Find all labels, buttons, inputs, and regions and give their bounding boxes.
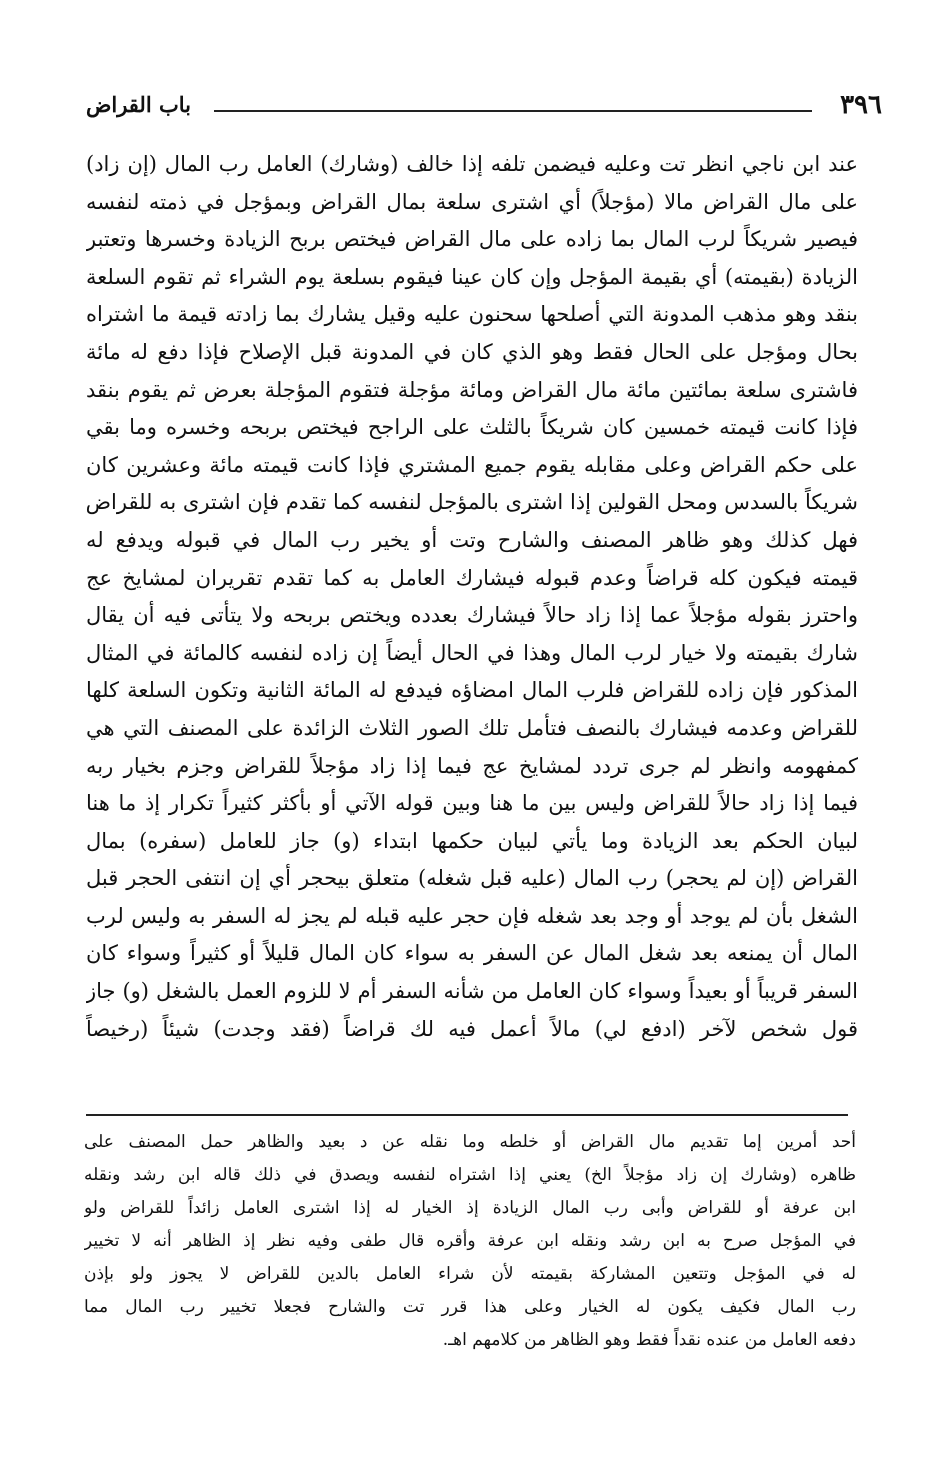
footnote-separator [86,1114,848,1116]
running-title: باب القراض [86,92,191,117]
text-line: المال أن يمنعه بعد شغل المال عن السفر به سواء كان المال قليلاً أو كثيراً وسواء كان [86,941,858,966]
footnote-line: في المؤجل صرح به ابن رشد ونقله ابن عرفة وأقره قال طفى وفيه نظر إذ الظاهر أنه لا تخيير [84,1231,856,1251]
text-line: شريكاً بالسدس ومحل القولين إذا اشترى بالمؤجل لنفسه كما تقدم فإن اشترى به للقراض [86,490,858,515]
text-line: الزيادة (بقيمته) أي بقيمة المؤجل وإن كان عينا فيقوم بسلعة يوم الشراء ثم تقوم السلعة [86,264,858,289]
footnote-block [84,1126,856,1396]
text-line: السفر قريباً أو بعيداً وسواء كان العامل من شأنه السفر أم لا للزوم العمل بالشغل (و) جاز [86,979,858,1004]
header-rule [214,110,812,112]
text-line: فهل كذلك وهو ظاهر المصنف والشارح وتت أو يخير رب المال في قبوله ويدفع له [86,527,858,552]
text-line: بحال ومؤجل على الحال فقط وهو الذي كان في المدونة قبل الإصلاح فإذا دفع له مائة [86,339,858,364]
text-line: بنقد وهو مذهب المدونة التي أصلحها سحنون عليه وقيل يشارك بما زادته قيمة ما اشتراه [86,302,858,327]
footnote-line: رب المال فكيف يكون له الخيار وعلى هذا قرر تت والشارح فجعلا تخيير رب المال مما [84,1297,856,1317]
text-line: فإذا كانت قيمته خمسين كان شريكاً بالثلث على الراجح فيختص بربحه وخسره وما بقي [86,415,858,440]
text-line: على مال القراض مالا (مؤجلاً) أي اشترى سلعة بمال القراض وبمؤجل في ذمته لنفسه [86,189,858,214]
footnote-line: أحد أمرين إما تقديم مال القراض أو خلطه وما نقله عن د بعيد والظاهر حمل المصنف على [84,1132,856,1152]
text-line: لبيان الحكم بعد الزيادة وما يأتي لبيان حكمها ابتداء (و) جاز للعامل (سفره) بمال [86,828,858,853]
text-line: الشغل بأن لم يوجد أو وجد بعد شغله فإن حجر عليه قبله لم يجز له السفر به وليس لرب [86,903,858,928]
footnote-line: له في المؤجل وتتعين المشاركة بقيمته لأن شراء العامل بالدين للقراض لا يجوز ولو بإذن [84,1264,856,1284]
main-text [86,146,858,1106]
text-line: فاشترى سلعة بمائتين مائة مال القراض ومائة مؤجلة فتقوم المؤجلة بعرض ثم يقوم بنقد [86,377,858,402]
page-header [86,90,882,124]
page-number: ٣٩٦ [840,90,882,120]
text-line: للقراض وعدمه فيشارك بالنصف فتأمل تلك الصور الثلاث الزائدة على المصنف التي هي [86,715,858,740]
footnote-line: ابن عرفة أو للقراض وأبى رب المال الزيادة إذ الخيار له إذا اشترى العامل زائداً للقراض ولو [84,1198,856,1218]
footnote-line: دفعه العامل من عنده نقداً فقط وهو الظاهر من كلامهم اهـ. [442,1330,856,1350]
footnote-line: ظاهره (وشارك إن زاد مؤجلاً الخ) يعني إذا اشتراه لنفسه ويصدق في ذلك قاله ابن رشد ونقله [84,1165,856,1185]
text-line: عند ابن ناجي انظر تت وعليه فيضمن تلفه إذا خالف (وشارك) العامل رب المال (إن زاد) [86,152,858,176]
text-line: قول شخص لآخر (ادفع لي) مالاً أعمل فيه لك قراضاً (فقد وجدت) شيئاً (رخيصاً [86,1016,858,1041]
text-line: كمفهومه وانظر لم جرى تردد لمشايخ عج فيما إذا زاد مؤجلاً للقراض وجزم بخيار ربه [86,753,858,778]
text-line: المذكور فإن زاده للقراض فلرب المال امضاؤه فيدفع له المائة الثانية وتكون السلعة كلها [86,678,858,703]
text-line: قيمته فيكون كله قراضاً وعدم قبوله فيشارك العامل به كما تقدم تقريران لمشايخ عج [86,565,858,590]
text-line: على حكم القراض وعلى مقابله يقوم جميع المشتري فإذا كانت قيمته مائة وعشرين كان [86,452,858,477]
text-line: شارك بقيمته ولا خيار لرب المال وهذا في الحال أيضاً إن زاده لنفسه كالمائة في المثال [86,640,858,665]
text-line: القراض (إن لم يحجر) رب المال (عليه قبل شغله) متعلق بيحجر أي إن انتفى الحجر قبل [86,866,858,891]
text-line: فيما إذا زاد حالاً للقراض وليس بين ما هنا وبين قوله الآتي أو بأكثر كثيراً تكرار إذ ما هنا [86,791,858,816]
text-line: واحترز بقوله مؤجلاً عما إذا زاد حالاً فيشارك بعدده ويختص بربحه ولا يتأتى فيه أن يقال [86,603,858,628]
text-line: فيصير شريكاً لرب المال بما زاده على مال القراض فيختص بربح الزيادة وخسرها وتعتبر [86,227,858,252]
